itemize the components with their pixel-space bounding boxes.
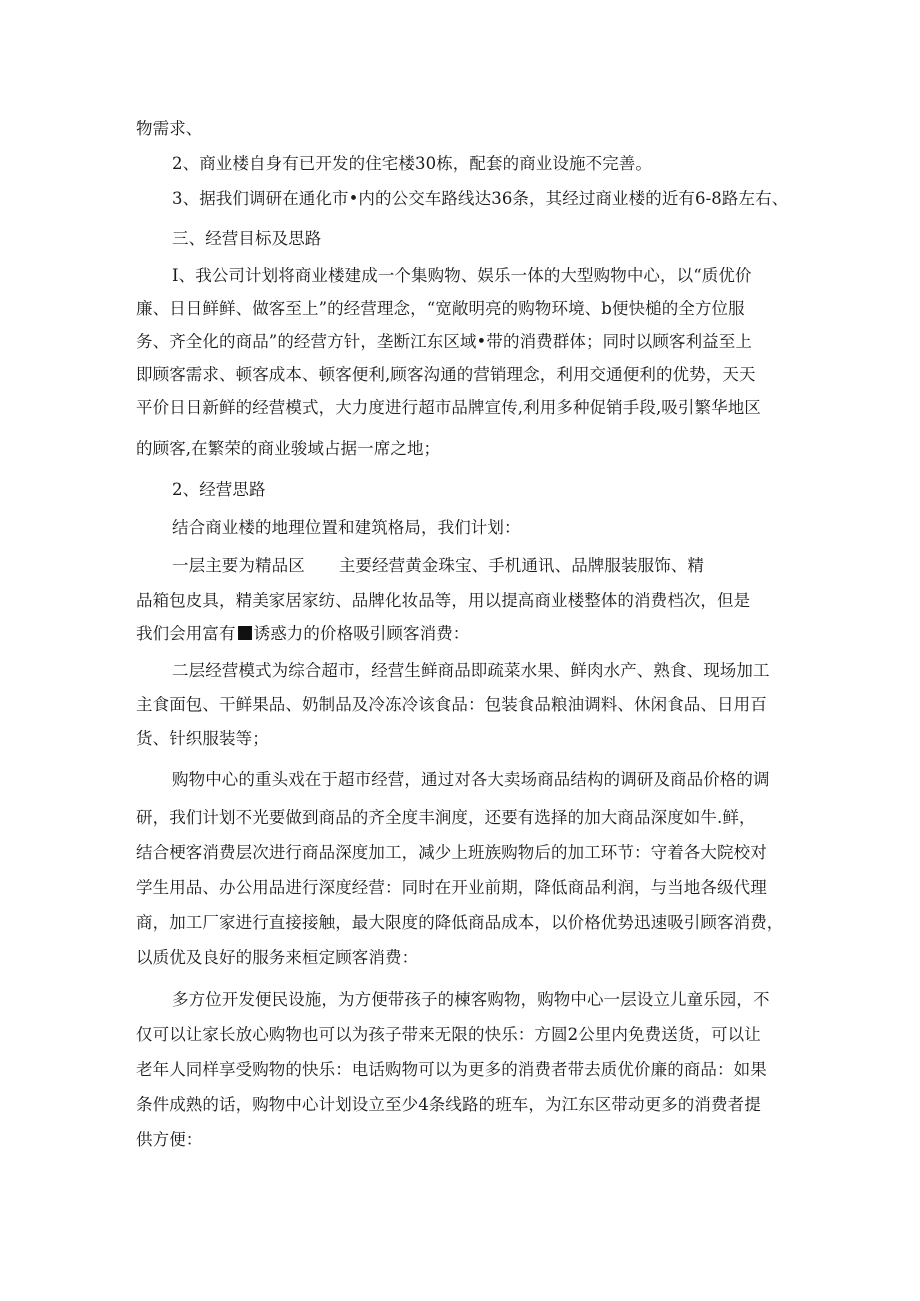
text-line: 仅可以让家长放心购物也可以为孩子带来无限的快乐：方圆2公里内免费送货，可以让 <box>136 1025 761 1044</box>
subsection-heading: 2、经营思路 <box>172 480 266 499</box>
text-line: 老年人同样享受购物的快乐：电话购物可以为更多的消费者带去质优价廉的商品：如果 <box>136 1060 767 1079</box>
text-line: 品箱包皮具，精美家居家纺、品牌化妆品等，用以提高商业楼整体的消费档次，但是 <box>136 591 751 610</box>
section-heading: 三、经营目标及思路 <box>172 229 322 248</box>
text-fragment: 主要经营黄金珠宝、手机通讯、品牌服装服饰、精 <box>338 556 705 575</box>
text-line: 主食面包、干鲜果品、奶制品及冷冻冷该食品：包装食品粮油调料、休闲食品、日用百 <box>136 695 767 714</box>
text-line: 2、商业楼自身有已开发的住宅楼30栋，配套的商业设施不完善。 <box>172 154 652 173</box>
text-line: 廉、日日鲜鲜、做客至上”的经营理念，“宽敞明亮的购物环境、b便快槌的全方位服 <box>136 299 745 318</box>
text-line: 多方位开发便民设施，为方便带孩子的楝客购物，购物中心一层设立儿童乐园，不 <box>172 990 770 1009</box>
text-line: 二层经营模式为综合超市，经营生鲜商品即疏菜水果、鲜肉水产、熟食、现场加工 <box>172 661 770 680</box>
text-fragment: 一层主要为精品区 <box>172 556 305 575</box>
text-line: 平价日日新鲜的经营模式，大力度进行超市品牌宣传,利用多种促销手段,吸引繁华地区 <box>136 398 761 417</box>
text-line: 以质优及良好的服务来桓定顾客消费： <box>136 948 419 967</box>
text-line: 的顾客,在繁荣的商业骏域占据一席之地； <box>136 439 441 458</box>
text-line: 结合梗客消费层次进行商品深度加工，减少上班族购物后的加工环节：守着各大院校对 <box>136 843 767 862</box>
text-line: 结合商业楼的地理位置和建筑格局，我们计划： <box>172 518 521 537</box>
text-line: 购物中心的重头戏在于超市经营，通过对各大卖场商品结构的调研及商品价格的调 <box>172 770 770 789</box>
text-line: 务、齐全化的商品”的经营方针，垄断江东区域•带的消费群体；同时以顾客利益至上 <box>136 332 752 351</box>
text-line: I、我公司计划将商业楼建成一个集购物、娱乐一体的大型购物中心，以“质优价 <box>172 266 752 285</box>
text-fragment: 我们会用富有 <box>136 624 236 643</box>
text-line: 学生用品、办公用品进行深度经营：同时在开业前期，降低商品利润，与当地各级代理 <box>136 878 767 897</box>
text-line: 研，我们计划不光要做到商品的齐全度丰涧度，还要有选择的加大商品深度如牛.鲜， <box>136 808 756 827</box>
text-line: 即顾客需求、顿客成本、顿客便利,顾客沟通的营销理念，利用交通便利的优势，天天 <box>136 365 756 384</box>
text-line <box>136 620 469 648</box>
text-line: 条件成熟的话，购物中心计划设立至少4条线路的班车，为江东区带动更多的消费者提 <box>136 1095 761 1114</box>
text-line: 3、据我们调研在通化市•内的公交车路线达36条，其经过商业楼的近有6-8路左右、 <box>172 189 789 208</box>
text-line: 供方便： <box>136 1130 203 1149</box>
text-line <box>172 552 704 580</box>
text-line: 商，加工厂家进行直接接触，最大限度的降低商品成本，以价格优势迅速吸引顾客消费， <box>136 913 784 932</box>
text-fragment: 诱惑力的价格吸引顾客消费： <box>253 624 470 643</box>
text-line: 货、针织服装等； <box>136 729 269 748</box>
text-line: 物需求、 <box>136 119 203 138</box>
black-square-glyph <box>238 626 252 640</box>
